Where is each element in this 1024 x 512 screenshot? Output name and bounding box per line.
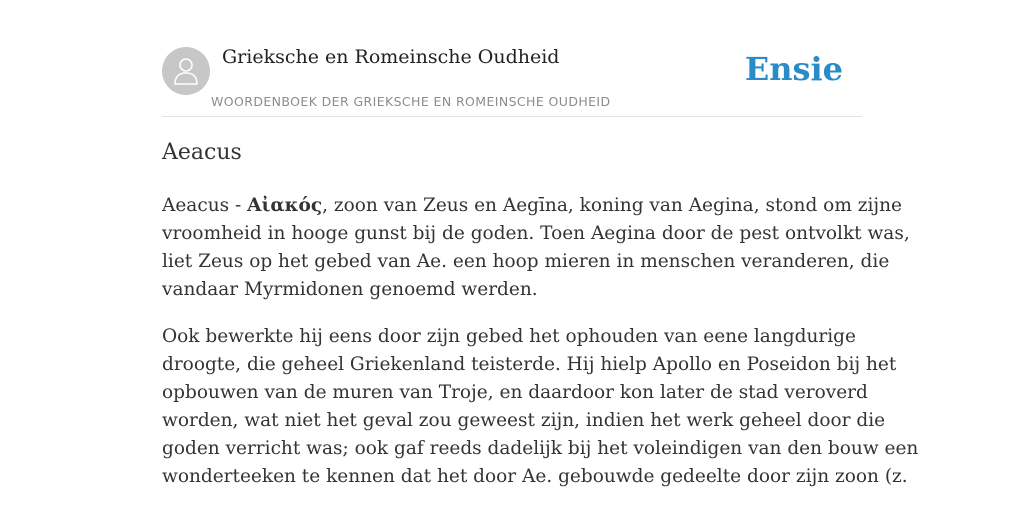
avatar[interactable] [162,47,210,95]
text-line: opbouwen van de muren van Troje, en daardoor kon later de stad veroverd [162,382,868,403]
text-line: goden verricht was; ook gaf reeds dadelijk bij het voleindigen van den bouw een [162,438,919,459]
article-paragraph-1 [162,192,910,304]
article-title: Aeacus [162,140,242,165]
greek-term: Αἰακός [247,195,323,216]
ensie-logo[interactable]: Ensie [744,50,843,88]
text-fragment: , zoon van Zeus en Aegīna, koning van Aegina, stond om zijne [322,195,902,216]
text-line: vroomheid in hooge gunst bij de goden. Toen Aegina door de pest ontvolkt was, [162,223,910,244]
text-line: Ook bewerkte hij eens door zijn gebed het ophouden van eene langdurige [162,326,856,347]
user-icon [172,56,200,86]
text-line: vandaar Myrmidonen genoemd werden. [162,279,538,300]
text-line: worden, wat niet het geval zou geweest zijn, indien het werk geheel door die [162,410,886,431]
article-paragraph-2 [162,323,919,491]
text-line: liet Zeus op het gebed van Ae. een hoop mieren in menschen veranderen, die [162,251,890,272]
author-name[interactable]: Grieksche en Romeinsche Oudheid [222,46,560,68]
lead-term: Aeacus - [162,195,248,216]
text-line: droogte, die geheel Griekenland teisterde. Hij hielp Apollo en Poseidon bij het [162,354,897,375]
dictionary-subtitle[interactable]: WOORDENBOEK DER GRIEKSCHE EN ROMEINSCHE OUDHEID [211,94,611,109]
page-header [162,44,862,117]
article-body [162,192,919,510]
text-line [162,192,902,220]
text-line: wonderteeken te kennen dat het door Ae. gebouwde gedeelte door zijn zoon (z. [162,466,908,487]
